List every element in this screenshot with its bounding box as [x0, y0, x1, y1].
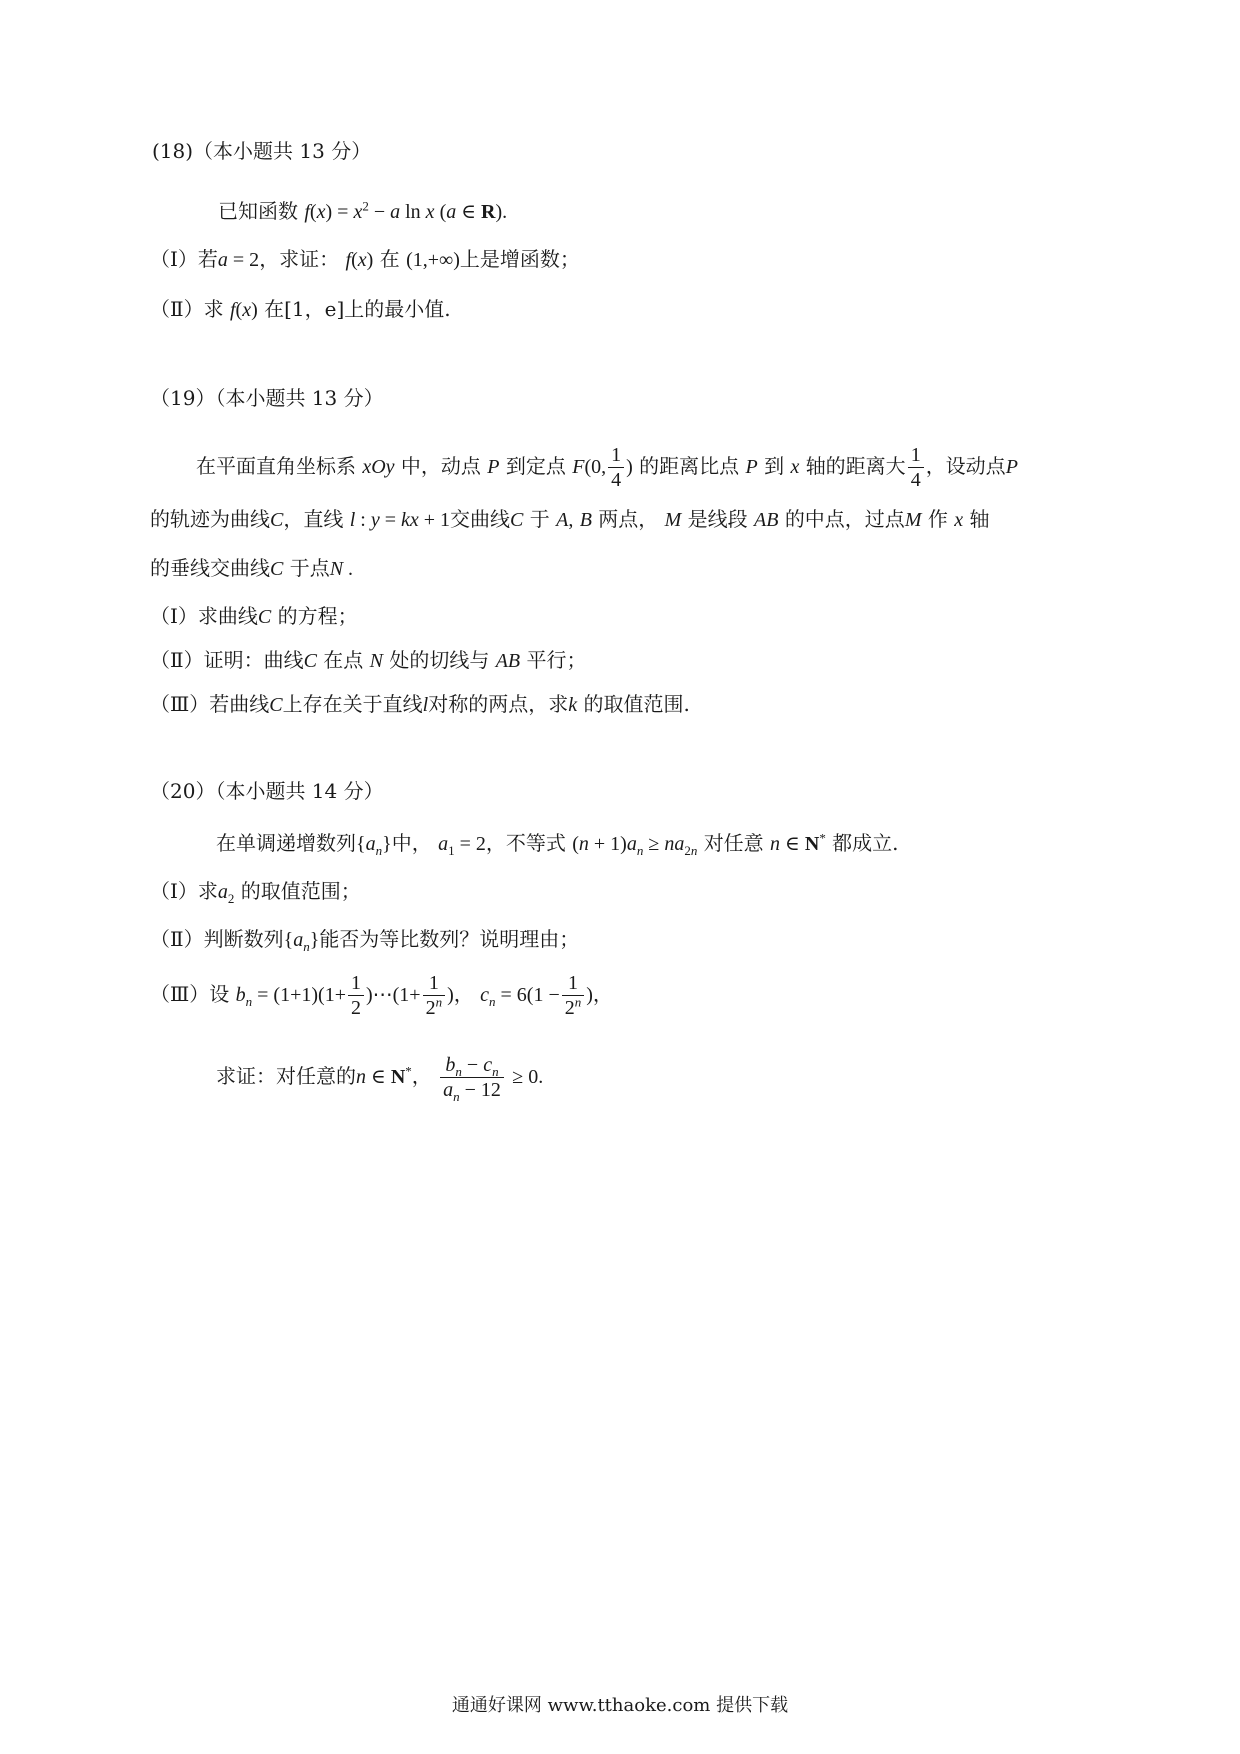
q19-part-3: （Ⅲ）若曲线C上存在关于直线l对称的两点，求k 的取值范围.: [150, 692, 690, 716]
q19-stem-line-1: 在平面直角坐标系 xOy 中，动点 P 到定点 F(0, $\frac{1}{4}$ ) 的距离比点 P 到 x 轴的距离大 $\frac{1}{4}$ ，设动点P: [196, 444, 1018, 491]
q19-part-2: （Ⅱ）证明：曲线C 在点 N 处的切线与 AB 平行；: [150, 648, 587, 672]
fraction-bn-minus-cn-over-an-minus-12: $\frac{b_n - c_n}{a_n - 12}$: [440, 1053, 504, 1102]
q18-stem: 已知函数 $f(x) = x^2 - a$ ln x (a ∈ R).: [218, 198, 508, 223]
q20-part-2: （Ⅱ）判断数列$\{a_n\}$能否为等比数列？说明理由；: [150, 927, 580, 954]
q20-part-3: （Ⅲ）设 $b_n = (1+1)(1+$ $\frac{1}{2}$ )⋯(1+ $\frac{1}{2^n}$ )， $c_n = 6(1$ − $\frac{1}{2^n}$ )，: [150, 972, 613, 1019]
q19-stem-line-2: 的轨迹为曲线C，直线 l : y = kx + 1交曲线C 于 A, B 两点， M 是线段 AB 的中点，过点M 作 x 轴: [150, 507, 990, 531]
q18-header: (18)（本小题共 13 分）: [152, 139, 372, 163]
fraction-one-over-two-power-n: $\frac{1}{2^n}$: [562, 971, 585, 1020]
q20-stem: 在单调递增数列$\{a_n\}$中， $a_1 = 2$，不等式 $(n + 1)a_n \ge na_{2n}$ 对任意 n ∈ N* 都成立.: [216, 830, 899, 858]
footer-source: 通通好课网 www.tthaoke.com 提供下载: [451, 1695, 789, 1716]
q18-part-1: （Ⅰ）若a = 2，求证： f(x) 在 (1,+∞)上是增函数；: [150, 247, 580, 271]
fraction-one-over-two-power-n: $\frac{1}{2^n}$: [423, 971, 446, 1020]
q19-part-1: （Ⅰ）求曲线C 的方程；: [150, 604, 358, 628]
q19-header: （19）（本小题共 13 分）: [150, 386, 384, 410]
q20-header: （20）（本小题共 14 分）: [150, 779, 384, 803]
q19-stem-line-3: 的垂线交曲线C 于点N .: [150, 556, 354, 580]
q20-part-1: （Ⅰ）求$a_2$ 的取值范围；: [150, 879, 361, 906]
fraction-one-quarter: $\frac{1}{4}$: [608, 443, 624, 492]
fraction-one-half: $\frac{1}{2}$: [348, 971, 364, 1020]
fraction-one-quarter: $\frac{1}{4}$: [908, 443, 924, 492]
q18-part-2: （Ⅱ）求 f(x) 在[1，e]上的最小值.: [150, 297, 451, 321]
q20-proof-statement: 求证：对任意的n ∈ N*， $\frac{b_n - c_n}{a_n - 12}$ ≥ 0.: [216, 1054, 544, 1104]
